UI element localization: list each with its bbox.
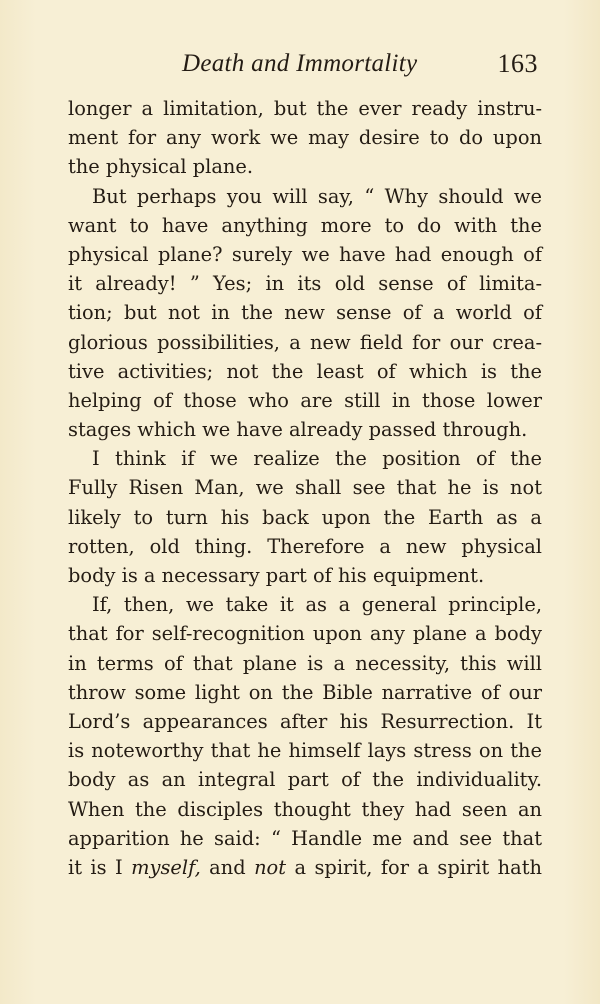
text-line: body is a necessary part of his equipment. — [68, 564, 485, 587]
text-line: body as an integral part of the individuality. — [68, 768, 542, 792]
text-line: is noteworthy that he himself lays stress on the — [68, 739, 542, 763]
text-line: physical plane? surely we have had enough of — [68, 242, 542, 266]
text-line: ment for any work we may desire to do upon — [68, 126, 542, 150]
text-line: But perhaps you will say, “ Why should we — [92, 184, 542, 208]
text-line: that for self-recognition upon any plane a body — [68, 622, 542, 646]
text-line: helping of those who are still in those lower — [68, 388, 542, 412]
text-line: When the disciples thought they had seen an — [68, 797, 542, 821]
running-title: Death and Immortality — [182, 50, 418, 77]
text-line: If, then, we take it as a general principle, — [92, 593, 542, 617]
text-line: stages which we have already passed through. — [68, 418, 528, 442]
emphasis-myself: myself, — [131, 855, 201, 879]
text-line: apparition he said: “ Handle me and see that — [68, 826, 542, 850]
running-header — [68, 46, 542, 80]
text-line: glorious possibilities, a new field for our crea- — [68, 330, 542, 354]
text-run: it is I — [68, 855, 132, 879]
text-line: want to have anything more to do with the — [68, 213, 542, 237]
text-line: rotten, old thing. Therefore a new physical — [68, 534, 542, 558]
emphasis-not: not — [254, 855, 287, 879]
text-line: I think if we realize the position of the — [92, 447, 542, 471]
text-line: likely to turn his back upon the Earth as a — [68, 505, 542, 529]
body-text — [68, 94, 542, 882]
text-line: throw some light on the Bible narrative of our — [68, 680, 542, 704]
text-line: the physical plane. — [68, 155, 254, 179]
text-line: it already! ” Yes; in its old sense of limita- — [68, 272, 542, 296]
text-line: tion; but not in the new sense of a world of — [68, 301, 542, 325]
page-number: 163 — [497, 49, 538, 78]
text-run: and — [200, 855, 255, 879]
text-line: Lord’s appearances after his Resurrection. It — [68, 709, 542, 733]
text-line — [68, 853, 542, 882]
text-run: a spirit, for a spirit hath — [286, 855, 542, 879]
text-line: tive activities; not the least of which is the — [68, 359, 542, 383]
text-line: in terms of that plane is a necessity, this will — [68, 651, 542, 675]
text-line: Fully Risen Man, we shall see that he is not — [68, 476, 542, 500]
text-line: longer a limitation, but the ever ready instru- — [68, 97, 542, 120]
